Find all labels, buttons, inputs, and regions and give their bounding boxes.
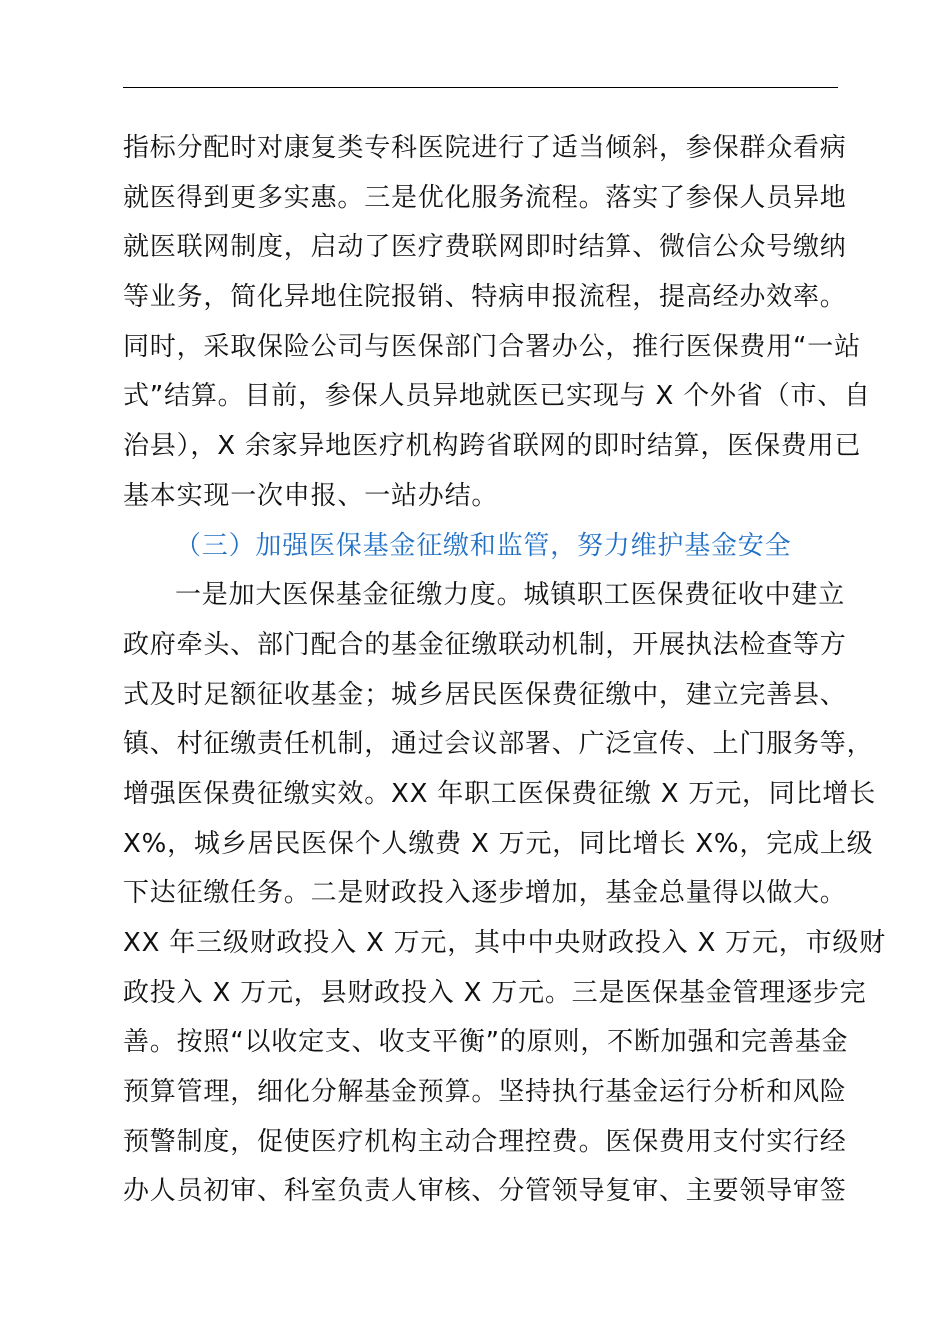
text-line: 善。按照“以收定支、收支平衡”的原则，不断加强和完善基金 [123,1027,849,1058]
text-line: 同时，采取保险公司与医保部门合署办公，推行医保费用“一站 [123,331,861,362]
text-line: 预算管理，细化分解基金预算。坚持执行基金运行分析和风险 [123,1077,847,1108]
text-line: 政府牵头、部门配合的基金征缴联动机制，开展执法检查等方 [123,629,847,660]
document-body [123,124,886,1217]
text-line: 式”结算。目前，参保人员异地就医已实现与 X 个外省（市、自 [123,381,871,412]
text-line: 下达征缴任务。二是财政投入逐步增加，基金总量得以做大。 [123,878,847,909]
text-line: 就医得到更多实惠。三是优化服务流程。落实了参保人员异地 [123,182,847,213]
text-line: 治县），X 余家异地医疗机构跨省联网的即时结算，医保费用已 [123,431,862,462]
text-line: 基本实现一次申报、一站办结。 [123,480,499,511]
text-line: 一是加大医保基金征缴力度。城镇职工医保费征收中建立 [175,580,846,611]
text-line: 式及时足额征收基金；城乡居民医保费征缴中，建立完善县、 [123,679,847,710]
text-line: 政投入 X 万元，县财政投入 X 万元。三是医保基金管理逐步完 [123,977,867,1008]
header-rule [123,87,838,88]
text-line: 预警制度，促使医疗机构主动合理控费。医保费用支付实行经 [123,1126,847,1157]
text-line: 等业务，简化异地住院报销、特病申报流程，提高经办效率。 [123,282,847,313]
text-line: 增强医保费征缴实效。XX 年职工医保费征缴 X 万元，同比增长 [123,778,877,809]
section-heading: （三）加强医保基金征缴和监管，努力维护基金安全 [175,530,792,561]
text-line: 办人员初审、科室负责人审核、分管领导复审、主要领导审签 [123,1176,847,1207]
text-line: 镇、村征缴责任机制，通过会议部署、广泛宣传、上门服务等， [123,729,874,760]
text-line: 指标分配时对康复类专科医院进行了适当倾斜，参保群众看病 [123,133,847,163]
text-line: X%，城乡居民医保个人缴费 X 万元，同比增长 X%，完成上级 [123,828,874,859]
text-line: XX 年三级财政投入 X 万元，其中中央财政投入 X 万元，市级财 [123,928,886,958]
text-line: 就医联网制度，启动了医疗费联网即时结算、微信公众号缴纳 [123,232,847,263]
